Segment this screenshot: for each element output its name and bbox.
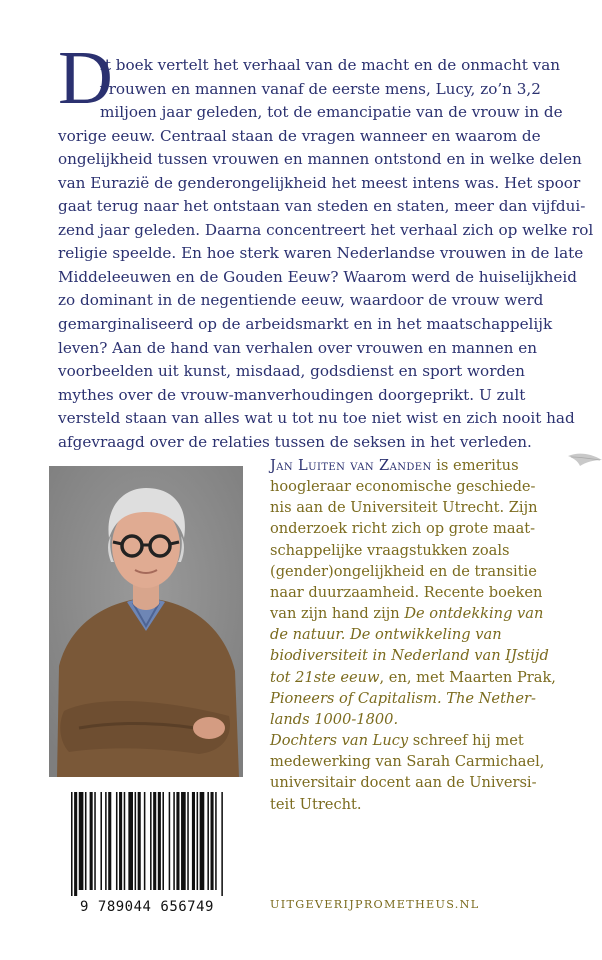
barcode-bar <box>108 792 111 890</box>
bio-text: , en, met Maarten Prak, <box>379 668 556 686</box>
book-title: De ontdekking van <box>404 605 544 623</box>
barcode-bar <box>90 792 93 890</box>
barcode-bar <box>85 792 87 890</box>
bio-text: schreef hij met <box>408 732 524 750</box>
barcode-bar <box>181 792 186 890</box>
barcode-bar <box>187 792 189 890</box>
blurb-line: ongelijkheid tussen vrouwen en mannen ontstond en in welke delen <box>58 150 582 169</box>
barcode-bar <box>153 792 156 890</box>
author-portrait-illustration <box>49 466 243 777</box>
bio-text: van zijn hand zijn <box>270 605 405 623</box>
barcode-bar <box>71 792 73 896</box>
barcode-bar <box>162 792 164 890</box>
bio-line: nis aan de Universiteit Utrecht. Zijn <box>270 499 538 517</box>
blurb-line: voorbeelden uit kunst, misdaad, godsdienst en sport worden <box>58 362 525 381</box>
blurb-line: miljoen jaar geleden, tot de emancipatie van de vrouw in de <box>100 103 563 122</box>
blurb-line: mythes over de vrouw-manverhoudingen doorgeprikt. U zult <box>58 385 526 404</box>
barcode-bar <box>105 792 107 890</box>
bio-line: medewerking van Sarah Carmichael, <box>270 753 545 771</box>
barcode-bar <box>135 792 137 890</box>
barcode-bar <box>144 792 146 890</box>
barcode-bar <box>74 792 77 896</box>
barcode-bar <box>176 792 179 890</box>
blurb-line: vorige eeuw. Centraal staan de vragen wanneer en waarom de <box>58 126 541 145</box>
blurb-line: Middeleeuwen en de Gouden Eeuw? Waarom werd de huiselijkheid <box>58 267 577 286</box>
barcode-bar <box>197 792 199 890</box>
bio-line: teit Utrecht. <box>270 795 362 813</box>
book-title: biodiversiteit in Nederland van IJstijd <box>270 647 549 665</box>
blurb-line: gaat terug naar het ontstaan van steden en staten, meer dan vijfdui- <box>58 197 586 216</box>
bio-line: onderzoek richt zich op grote maat- <box>270 520 536 538</box>
isbn-barcode <box>49 784 243 920</box>
barcode-bar <box>100 792 102 890</box>
barcode-bar <box>94 792 96 890</box>
bio-line: universitair docent aan de Universi- <box>270 774 537 792</box>
bio-line <box>270 603 590 624</box>
bio-line: hoogleraar economische geschiede- <box>270 478 536 496</box>
blurb-line: zo dominant in de negentiende eeuw, waardoor de vrouw werd <box>58 291 544 310</box>
blurb-line: vrouwen en mannen vanaf de eerste mens, Lucy, zo’n 3,2 <box>100 79 541 98</box>
blurb-line: leven? Aan de hand van verhalen over vrouwen en mannen en <box>58 338 538 357</box>
barcode-bar <box>119 792 122 890</box>
barcode-bar <box>169 792 171 890</box>
blurb-line: zend jaar geleden. Daarna concentreert het verhaal zich op welke rol <box>58 220 594 239</box>
barcode-bar <box>116 792 118 890</box>
publisher-website[interactable]: UITGEVERIJPROMETHEUS.NL <box>270 898 480 911</box>
book-title: Pioneers of Capitalism. The Nether- <box>270 689 536 707</box>
author-bio <box>270 455 590 815</box>
barcode-bar <box>215 792 217 890</box>
author-photo <box>49 466 243 777</box>
barcode-bar <box>79 792 84 890</box>
barcode-bar <box>128 792 133 890</box>
barcode-bar <box>138 792 141 890</box>
blurb-line: afgevraagd over de relaties tussen de seksen in het verleden. <box>58 432 532 451</box>
barcode-bar <box>207 792 209 890</box>
blurb-line: van Eurazië de genderongelijkheid het meest intens was. Het spoor <box>58 173 581 192</box>
barcode-bar <box>211 792 214 890</box>
blurb-line: gemarginaliseerd op de arbeidsmarkt en in het maatschappelijk <box>58 315 553 334</box>
blurb-line: versteld staan van alles wat u tot nu toe niet wist en zich nooit had <box>58 409 575 428</box>
barcode-bar <box>221 792 223 896</box>
barcode-bar <box>150 792 152 890</box>
bio-line: (gender)ongelijkheid en de transitie <box>270 562 537 580</box>
barcode-bar <box>158 792 161 890</box>
barcode-bar <box>200 792 205 890</box>
barcode-bar <box>173 792 175 890</box>
bio-line: naar duurzaamheid. Recente boeken <box>270 583 543 601</box>
bio-line <box>270 667 590 688</box>
author-name: Jan Luiten van Zanden <box>270 457 432 474</box>
barcode-digits: 9 789044 656749 <box>80 899 214 915</box>
back-cover-blurb <box>58 54 594 454</box>
barcode-bar <box>124 792 126 890</box>
bio-line: schappelijke vraagstukken zoals <box>270 541 510 559</box>
book-title: lands 1000-1800. <box>270 710 399 728</box>
blurb-line: it boek vertelt het verhaal van de macht en de onmacht van <box>100 56 561 74</box>
book-title: tot 21ste eeuw <box>270 668 380 686</box>
blurb-line: religie speelde. En hoe sterk waren Nederlandse vrouwen in de late <box>58 244 584 263</box>
book-title: Dochters van Lucy <box>270 732 409 750</box>
bio-line <box>270 730 590 751</box>
book-title: de natuur. De ontwikkeling van <box>270 626 502 644</box>
bio-text: is emeritus <box>431 457 519 474</box>
bio-line <box>270 455 590 476</box>
drop-cap: D <box>58 36 113 120</box>
barcode-bar <box>192 792 195 890</box>
